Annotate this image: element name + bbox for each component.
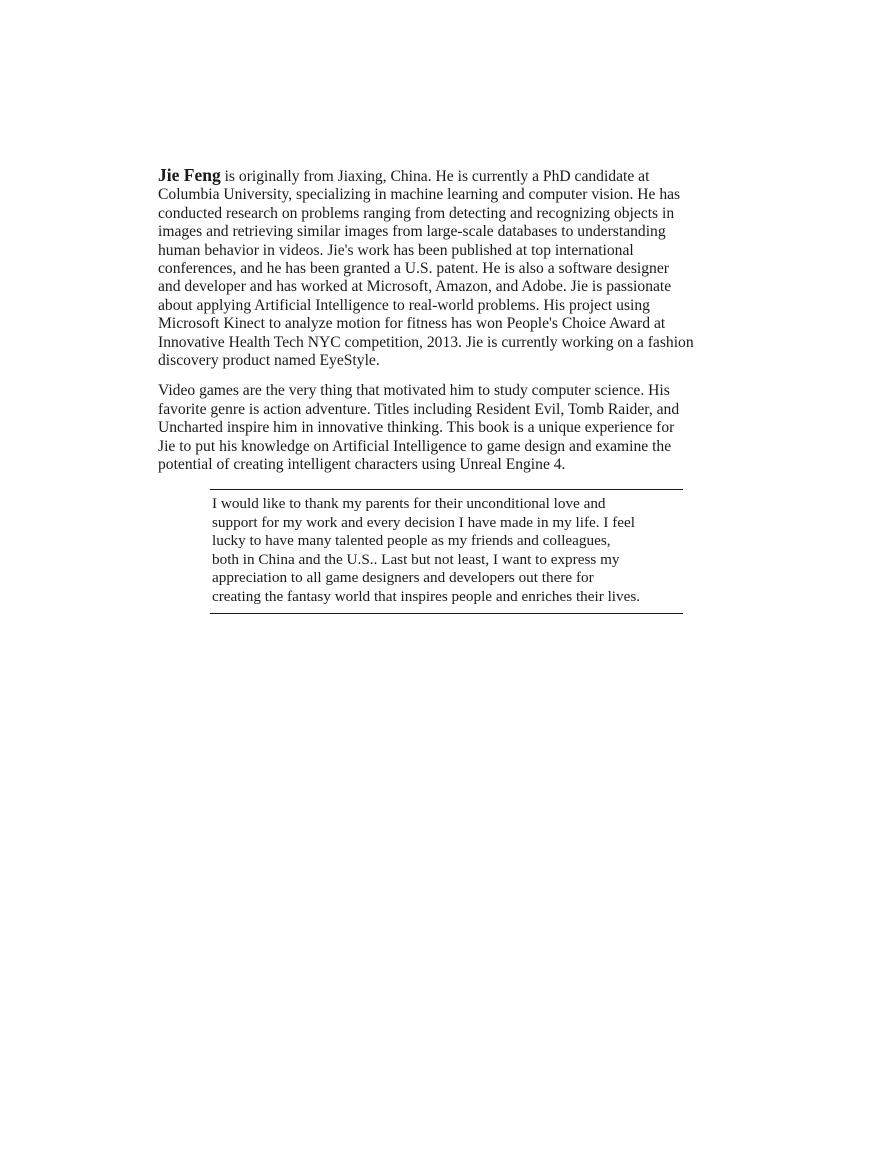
bio-paragraph-1-line: conducted research on problems ranging from detecting and recognizing objects in: [158, 204, 675, 222]
bio-paragraph-2-line: potential of creating intelligent characters using Unreal Engine 4.: [158, 456, 566, 474]
bio-paragraph-2: [158, 382, 738, 474]
acknowledgement-line: appreciation to all game designers and developers out there for: [212, 569, 594, 586]
bio-paragraph-2-line: Jie to put his knowledge on Artificial Intelligence to game design and examine the: [158, 437, 672, 455]
acknowledgement-text: [212, 495, 683, 606]
acknowledgement-box: [210, 489, 683, 614]
bio-paragraph-1-line: about applying Artificial Intelligence to real-world problems. His project using: [158, 296, 650, 314]
bio-paragraph-1-line: images and retrieving similar images from large-scale databases to understanding: [158, 223, 666, 241]
bio-paragraph-2-line: Uncharted inspire him in innovative thinking. This book is a unique experience for: [158, 419, 675, 437]
bio-paragraph-1-line: and developer and has worked at Microsoft, Amazon, and Adobe. Jie is passionate: [158, 278, 672, 296]
bio-paragraph-1-line: Innovative Health Tech NYC competition, 2013. Jie is currently working on a fashion: [158, 333, 694, 351]
bio-paragraph-1: [158, 166, 738, 370]
bio-paragraph-1-line: human behavior in videos. Jie's work has been published at top international: [158, 241, 634, 259]
bio-paragraph-1-line: conferences, and he has been granted a U.S. patent. He is also a software designer: [158, 260, 669, 278]
acknowledgement-line: both in China and the U.S.. Last but not least, I want to express my: [212, 550, 620, 568]
acknowledgement-line: lucky to have many talented people as my friends and colleagues,: [212, 532, 611, 549]
author-name: Jie Feng: [158, 165, 221, 185]
bio-paragraph-1-line: Microsoft Kinect to analyze motion for fitness has won People's Choice Award at: [158, 315, 666, 333]
bio-paragraph-1-line: Columbia University, specializing in machine learning and computer vision. He has: [158, 186, 681, 204]
acknowledgement-line: I would like to thank my parents for their unconditional love and: [212, 495, 606, 512]
acknowledgement-line: creating the fantasy world that inspires people and enriches their lives.: [212, 587, 641, 605]
author-bio: [158, 166, 738, 475]
bio-paragraph-1-line: [158, 166, 738, 186]
bio-paragraph-2-line: favorite genre is action adventure. Titles including Resident Evil, Tomb Raider, and: [158, 400, 680, 418]
bio-paragraph-1-line-text: is originally from Jiaxing, China. He is currently a PhD candidate at: [220, 168, 650, 185]
bio-paragraph-2-line: Video games are the very thing that motivated him to study computer science. His: [158, 382, 670, 400]
acknowledgement-line: support for my work and every decision I have made in my life. I feel: [212, 513, 636, 531]
bio-paragraph-1-line: discovery product named EyeStyle.: [158, 352, 380, 370]
